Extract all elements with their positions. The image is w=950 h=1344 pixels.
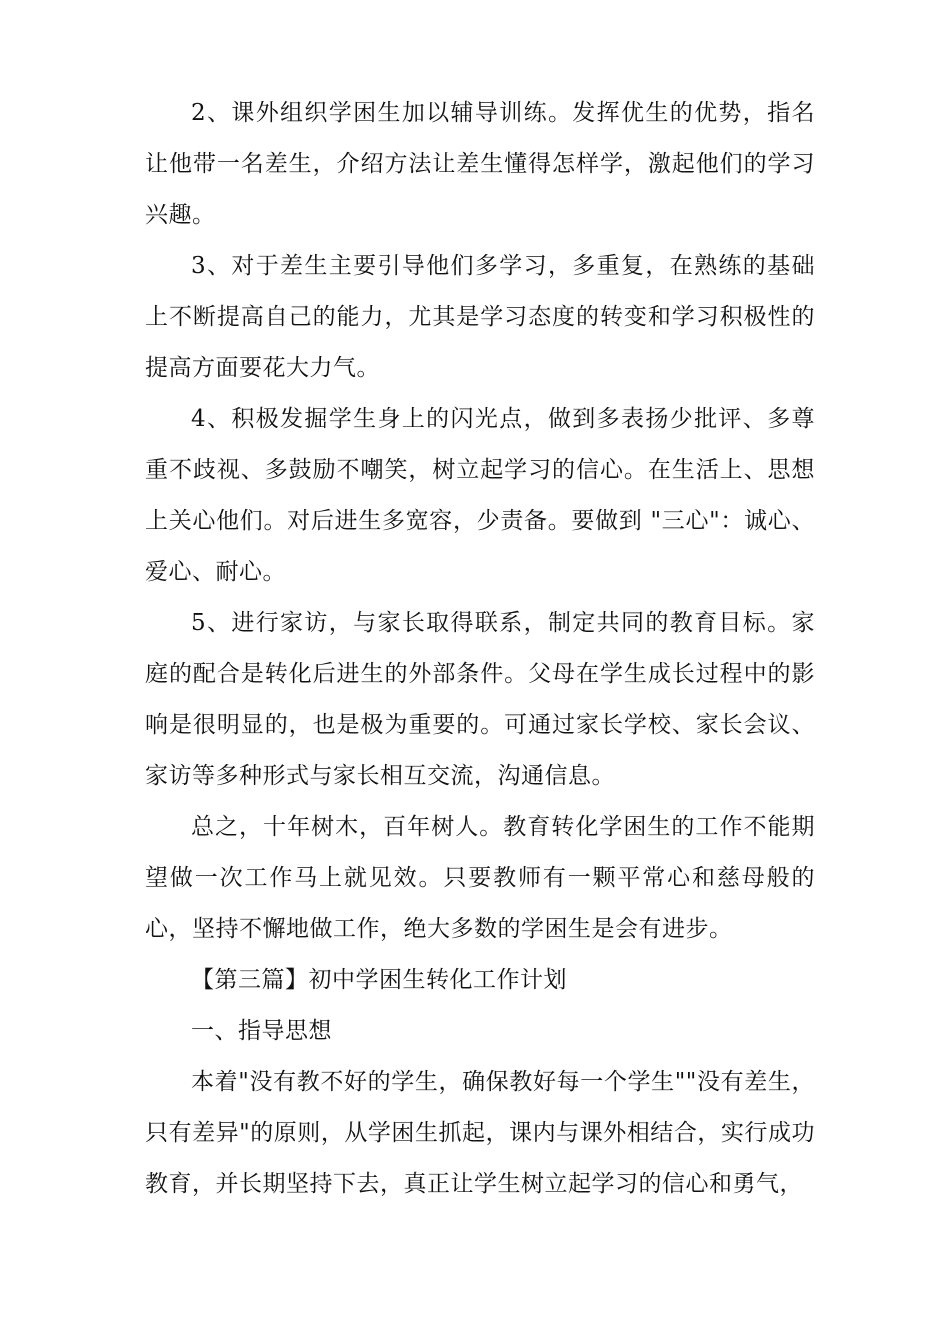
paragraph-item-4: 4、积极发掘学生身上的闪光点，做到多表扬少批评、多尊重不歧视、多鼓励不嘲笑，树立起学习的信心。在生活上、思想上关心他们。对后进生多宽容，少责备。要做到 "三心"：诚心、爱心、耐心。 — [145, 406, 815, 585]
section-heading: 【第三篇】初中学困生转化工作计划 — [191, 967, 567, 993]
paragraph-summary: 总之，十年树木，百年树人。教育转化学困生的工作不能期望做一次工作马上就见效。只要教师有一颗平常心和慈母般的心，坚持不懈地做工作，绝大多数的学困生是会有进步。 — [145, 814, 815, 942]
paragraph-item-3: 3、对于差生主要引导他们多学习，多重复，在熟练的基础上不断提高自己的能力，尤其是学习态度的转变和学习积极性的提高方面要花大力气。 — [145, 253, 815, 381]
document-body — [145, 88, 815, 1210]
subsection-heading: 一、指导思想 — [191, 1018, 332, 1044]
paragraph-guiding-thought: 本着"没有教不好的学生，确保教好每一个学生""没有差生，只有差异"的原则，从学困生抓起，课内与课外相结合，实行成功教育，并长期坚持下去，真正让学生树立起学习的信心和勇气， — [145, 1069, 815, 1197]
paragraph-item-2: 2、课外组织学困生加以辅导训练。发挥优生的优势，指名让他带一名差生，介绍方法让差生懂得怎样学，激起他们的学习兴趣。 — [145, 100, 815, 228]
paragraph-item-5: 5、进行家访，与家长取得联系，制定共同的教育目标。家庭的配合是转化后进生的外部条件。父母在学生成长过程中的影响是很明显的，也是极为重要的。可通过家长学校、家长会议、家访等多种形式与家长相互交流，沟通信息。 — [145, 610, 815, 789]
